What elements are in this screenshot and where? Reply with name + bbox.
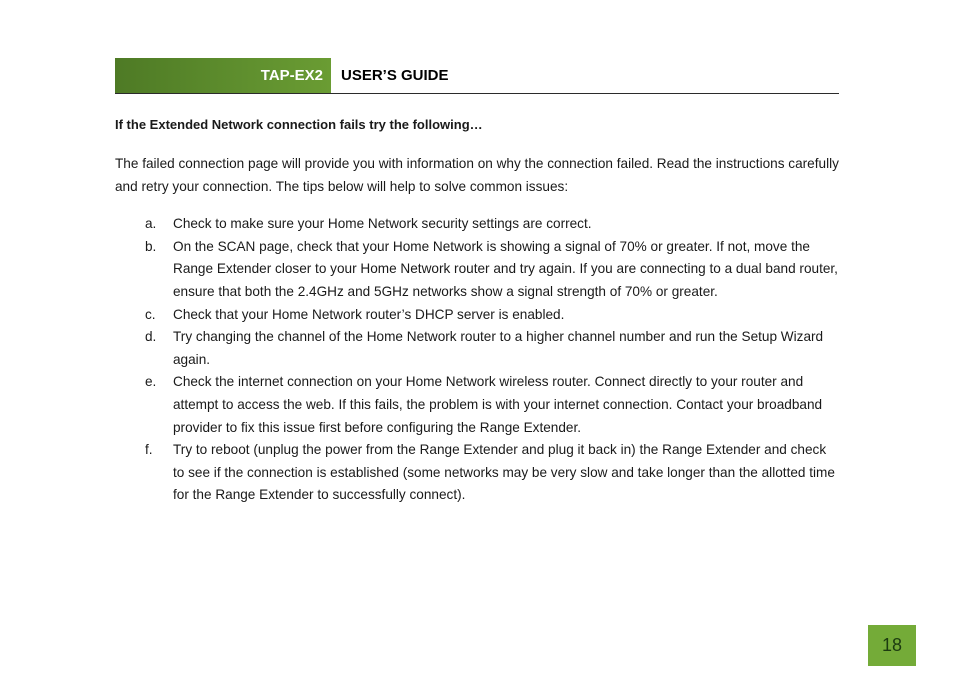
list-item-text: Try to reboot (unplug the power from the Range Extender and plug it back in) the Range Extender and check to see if the connection is established (some networks may be very slow and take longer than the allotted time for the Range Extender to successfully connect). <box>173 442 835 503</box>
tips-list <box>115 213 839 507</box>
list-marker: d. <box>145 329 157 345</box>
list-item <box>115 304 839 327</box>
list-item <box>115 371 839 439</box>
list-marker: b. <box>145 238 157 254</box>
list-item-text: Try changing the channel of the Home Network router to a higher channel number and run the Setup Wizard again. <box>173 329 824 367</box>
list-item-text: Check to make sure your Home Network security settings are correct. <box>173 216 592 232</box>
list-item <box>115 326 839 371</box>
page-number: 18 <box>868 625 916 666</box>
list-marker: f. <box>145 442 153 458</box>
list-item <box>115 236 839 304</box>
page-header <box>115 58 839 94</box>
list-item-text: On the SCAN page, check that your Home Network is showing a signal of 70% or greater. If not, move the Range Extender closer to your Home Network router and try again. If you are connecting to a dual band router, ensure that both the 2.4GHz and 5GHz networks show a signal strength of 70% or greater. <box>173 238 838 299</box>
document-body <box>115 114 839 507</box>
list-marker: c. <box>145 306 156 322</box>
list-marker: e. <box>145 374 157 390</box>
product-name: TAP-EX2 <box>115 58 331 93</box>
list-item-text: Check the internet connection on your Home Network wireless router. Connect directly to your router and attempt to access the web. If this fails, the problem is with your internet connection. Contact your broadband provider to fix this issue first before configuring the Range Extender. <box>173 374 823 435</box>
list-item-text: Check that your Home Network router’s DHCP server is enabled. <box>173 306 565 322</box>
section-heading: If the Extended Network connection fails try the following… <box>115 117 483 132</box>
guide-title: USER’S GUIDE <box>341 67 449 84</box>
list-marker: a. <box>145 216 157 232</box>
list-item <box>115 439 839 507</box>
list-item <box>115 213 839 236</box>
intro-paragraph: The failed connection page will provide you with information on why the connection failed. Read the instructions carefully and retry your connection. The tips below will help to solve common issues: <box>115 156 839 194</box>
